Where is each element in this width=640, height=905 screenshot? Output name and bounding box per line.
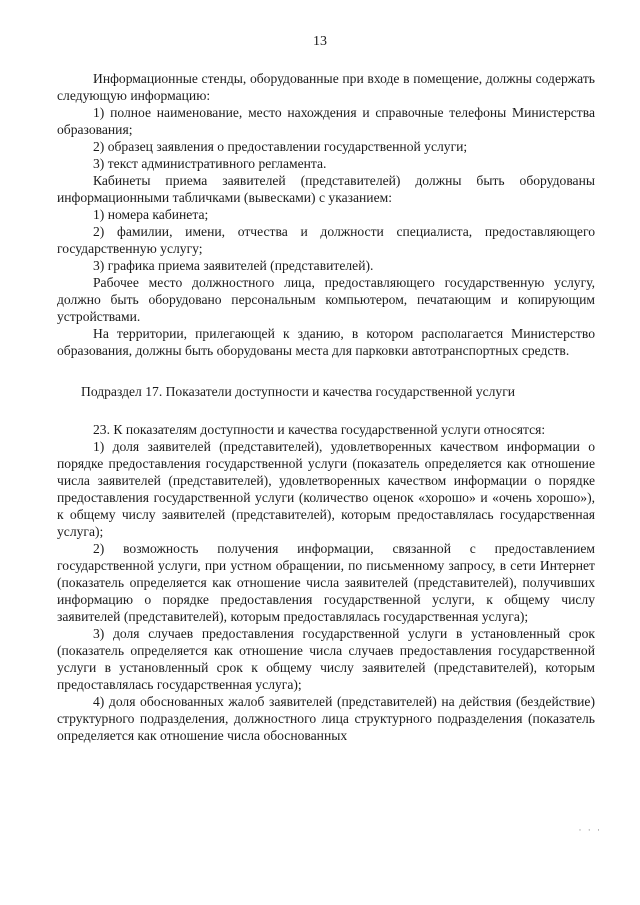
paragraph: Информационные стенды, оборудованные при входе в помещение, должны содержать следующую информацию: [57,71,595,103]
paragraph: 1) полное наименование, место нахождения и справочные телефоны Министерства образования; [57,105,595,137]
paragraph: Рабочее место должностного лица, предоставляющего государственную услугу, должно быть оборудовано персональным компьютером, печатающим и копирующим устройствами. [57,275,595,324]
paragraph: 3) графика приема заявителей (представителей). [93,258,374,273]
document-body [57,70,595,744]
paragraph: На территории, прилегающей к зданию, в котором располагается Министерство образования, должны быть оборудованы места для парковки автотранспортных средств. [57,326,595,358]
paragraph: 1) номера кабинета; [93,207,209,222]
page-number: 13 [313,34,327,49]
subsection-heading: Подраздел 17. Показатели доступности и качества государственной услуги [81,384,516,399]
paragraph: 23. К показателям доступности и качества государственной услуги относятся: [93,422,546,437]
paragraph: 2) образец заявления о предоставлении государственной услуги; [93,139,468,154]
paragraph: 1) доля заявителей (представителей), удовлетворенных качеством информации о порядке предоставления государственной услуги (показатель определяется как отношение числа заявителей (представителей), удовлетворенных качеством информации о порядке предоставления государственной услуги (количество оценок «хорошо» и «очень хорошо»), к общему числу заявителей (представителей), которым предоставлялась государственная услуга); [57,439,595,539]
paragraph: 4) доля обоснованных жалоб заявителей (представителей) на действия (бездействие) структурного подразделения, должностного лица структурного подразделения (показатель определяется как отношение числа обоснованных [57,694,595,743]
paragraph: 2) возможность получения информации, связанной с предоставлением государственной услуги, при устном обращении, по письменному запросу, в сети Интернет (показатель определяется как отношение числа заявителей (представителей), получивших информацию о порядке предоставления государственной услуги, к общему числу заявителей (представителей), которым предоставлялась государственная услуга); [57,541,595,624]
paragraph: 2) фамилии, имени, отчества и должности специалиста, предоставляющего государственную услугу; [57,224,595,256]
paragraph: Кабинеты приема заявителей (представителей) должны быть оборудованы информационными табличками (вывесками) с указанием: [57,173,595,205]
paragraph: 3) доля случаев предоставления государственной услуги в установленный срок (показатель определяется как отношение числа случаев предоставления государственной услуги в установленный срок к общему числу заявителей (представителей), которым предоставлялась государственная услуга); [57,626,595,692]
scan-artifact: · · · [578,825,602,835]
paragraph: 3) текст административного регламента. [93,156,327,171]
